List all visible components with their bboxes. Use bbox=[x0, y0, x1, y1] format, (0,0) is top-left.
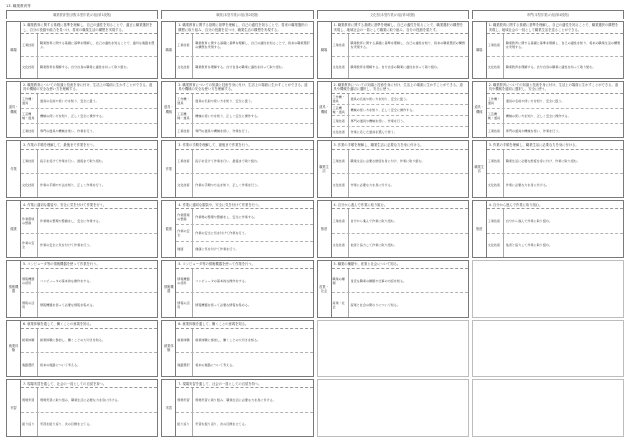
list-item bbox=[21, 329, 157, 352]
item-text: 作業に応じた道具を選んで使う。 bbox=[350, 130, 397, 135]
item-list bbox=[21, 269, 157, 317]
goal-text: 1. 職業教育に関する基礎に基準を理解し、自己の適性を知ることで、適正に職業選択をし、自分の役割や能力を見つけ、将来の職業生活の構想を実現する。 bbox=[21, 22, 157, 34]
list-item bbox=[21, 94, 157, 108]
cell-body bbox=[176, 82, 312, 138]
table-cell bbox=[317, 260, 469, 318]
list-item bbox=[332, 34, 468, 55]
list-item bbox=[332, 115, 468, 126]
goal-text: 1. 職業教育に関する基礎に基準を理解し、自己の適性を知ることで、職業選択の構想を実現し、地域社会の一員として職業に取り組み、自分の役割を果たす。 bbox=[332, 22, 468, 34]
category-label: 情報機器 bbox=[162, 261, 176, 317]
list-item bbox=[332, 104, 468, 115]
item-text: 作業の安全に気を付けて作業を行う。 bbox=[195, 231, 248, 236]
cell-body bbox=[21, 201, 157, 257]
item-text: 指示を受けて作業を行い、最後まで取り組む。 bbox=[195, 159, 261, 164]
table-cell bbox=[317, 140, 469, 198]
item-label: 工業技術 bbox=[487, 124, 504, 138]
table-cell bbox=[472, 320, 624, 378]
item-list bbox=[176, 150, 312, 198]
list-item bbox=[176, 224, 312, 240]
item-label: 進路選択 bbox=[176, 353, 193, 376]
goal-text: 3. 作業の手順を理解し、職業生活に必要な力を身に付ける。 bbox=[487, 141, 623, 149]
cell-body bbox=[332, 261, 468, 317]
item-label: 文化技術 bbox=[487, 57, 504, 78]
list-item bbox=[21, 150, 157, 173]
item-text: 他者と協力して作業に取り組む。 bbox=[350, 243, 397, 248]
list-item bbox=[332, 150, 468, 173]
item-text: 職業教育を理解する。自分自身の職業に適性を持って取り組む。 bbox=[40, 65, 130, 70]
list-item bbox=[332, 209, 468, 232]
item-label: 文化技術 bbox=[332, 174, 349, 197]
item-label: 文化技術 bbox=[176, 57, 193, 78]
category-label: 職場 bbox=[473, 22, 487, 78]
item-label: 文化技術 bbox=[487, 234, 504, 257]
table-cell bbox=[6, 200, 158, 258]
item-text: 健康に気を付けて作業を行う。 bbox=[195, 247, 239, 252]
item-text: 道具の名前や使い方を知り、安全に扱う。 bbox=[40, 98, 99, 103]
table-cell bbox=[472, 379, 624, 437]
goal-text: 1. 職業教育に関する基礎に基準を理解し、自己の適性を知ることで、職業選択の構想を実現し、地域社会の一員として職業生活を送ることができる。 bbox=[487, 22, 623, 34]
item-list bbox=[332, 94, 468, 137]
list-item bbox=[21, 292, 157, 316]
table-cell bbox=[6, 320, 158, 378]
goal-text: 5. コンピュータ等の情報機器を使って作業を行う。 bbox=[21, 261, 157, 269]
item-text: 他者と協力して作業に取り組む。 bbox=[505, 243, 553, 248]
item-text: 道具の名前や使い方を知り、安全に扱う。 bbox=[505, 98, 565, 103]
list-item bbox=[21, 352, 157, 376]
list-item bbox=[487, 123, 623, 138]
item-label: 工業技術 bbox=[21, 150, 38, 173]
list-item bbox=[21, 173, 157, 197]
table-cell bbox=[161, 81, 313, 139]
item-text: 指示を受けて作業を行い、最後まで取り組む。 bbox=[40, 159, 105, 164]
list-item bbox=[176, 94, 312, 108]
category-label: 作業 bbox=[7, 141, 21, 197]
item-list bbox=[487, 94, 623, 137]
item-label: 文化技術 bbox=[332, 234, 349, 257]
cell-body bbox=[176, 261, 312, 317]
item-text: コンピュータの基本的な操作をする。 bbox=[195, 278, 248, 283]
item-text: 現場実習に取り組み、職業生活に必要な力を身に付ける。 bbox=[195, 398, 276, 403]
list-item bbox=[487, 173, 623, 197]
item-text: 情報機器を使って必要な情報を集める。 bbox=[195, 302, 251, 307]
list-item bbox=[487, 108, 623, 123]
page-title: 13. 職業教育等 bbox=[6, 4, 31, 8]
item-text: 就業体験に参加し、働くことの大切さを知る。 bbox=[40, 338, 105, 343]
item-text: 作業の手順や方法を知り、正しく作業を行う。 bbox=[40, 183, 105, 188]
category-label: 健康 bbox=[7, 201, 21, 257]
category-label: 健康 bbox=[162, 201, 176, 257]
list-item bbox=[176, 108, 312, 123]
item-list bbox=[21, 150, 157, 198]
item-label: 工業技術 bbox=[21, 34, 38, 55]
category-label: 態度 bbox=[473, 201, 487, 257]
item-text: 産業と社会の関わりについて知る。 bbox=[350, 302, 400, 307]
category-label: 道具・機械 bbox=[162, 82, 176, 138]
item-label: 情報の活用 bbox=[176, 293, 193, 316]
item-list bbox=[176, 269, 312, 317]
cell-body bbox=[21, 141, 157, 197]
list-item bbox=[176, 34, 312, 55]
item-list bbox=[21, 94, 157, 137]
item-list bbox=[21, 209, 157, 257]
cell-body bbox=[21, 321, 157, 377]
goal-text: 5. 職業の種類や、産業と社会について知る。 bbox=[332, 261, 468, 269]
goal-text: 2. 職業教育についての知識と技術を身に付け、生活上の場面に生かすことができる。道具や機械の安全な使い方を理解する。 bbox=[176, 82, 312, 94]
table-cell bbox=[161, 320, 313, 378]
item-label: 工作機・道具 bbox=[487, 94, 504, 108]
item-label: 工業技術 bbox=[487, 209, 504, 232]
item-text: 就業体験に参加し、働くことの大切さを知る。 bbox=[195, 338, 261, 343]
cell-body bbox=[21, 261, 157, 317]
table-cell bbox=[161, 140, 313, 198]
cell-body bbox=[332, 22, 468, 78]
item-label: 工作機・道具 bbox=[21, 94, 38, 108]
item-text: 自分から進んで作業に取り組む。 bbox=[505, 218, 553, 223]
item-label: 工芸機械・道具 bbox=[176, 109, 193, 123]
item-label: 工業技術 bbox=[176, 150, 193, 173]
item-text: 職業生活に必要な態度を身に付け、作業に取り組む。 bbox=[350, 159, 425, 164]
item-label: 工業技術 bbox=[487, 150, 504, 173]
table-cell bbox=[6, 140, 158, 198]
item-text: 職業教育を理解する。自分自身の職業に適性を持って取り組む。 bbox=[505, 65, 596, 70]
goal-text: 4. 自分から進んで作業に取り組む。 bbox=[487, 201, 623, 209]
cell-body bbox=[487, 141, 623, 197]
table-cell bbox=[317, 81, 469, 139]
item-text: 道具の名前や使い方を知り、安全に扱う。 bbox=[350, 97, 410, 102]
cell-body bbox=[487, 82, 623, 138]
category-label: 作業 bbox=[162, 141, 176, 197]
item-text: 身近な職業の種類や仕事の内容を知る。 bbox=[350, 278, 407, 283]
item-label: 文化技術 bbox=[21, 57, 38, 78]
table-cell bbox=[317, 21, 469, 79]
item-label: 現場実習 bbox=[176, 388, 193, 411]
list-item bbox=[176, 150, 312, 173]
list-item bbox=[21, 269, 157, 292]
column-header: 職業教育型目標(本型作業)の組(第1段階) bbox=[6, 10, 158, 19]
list-item bbox=[21, 388, 157, 411]
table-cell bbox=[472, 21, 624, 79]
item-text: 職業教育に関する基礎に基準を理解し、自己の適性を知り、将来の職業選択の構想を実現する。 bbox=[350, 40, 465, 49]
list-item bbox=[176, 292, 312, 316]
item-text: 職業教育を理解する。自分自身の職業に適性を持って取り組む。 bbox=[195, 65, 285, 70]
item-label: 文化技術 bbox=[332, 57, 349, 78]
column-header: 職業(本型作業)の組(第2段階) bbox=[161, 10, 313, 19]
item-text: 職業教育に関する基礎に基準を理解し、自己の適性を知ることで、将来の職業選択の構想を実現する。 bbox=[195, 40, 310, 49]
item-text: 専門の道具や機械を使い、作業を行う。 bbox=[40, 128, 96, 133]
table-cell bbox=[161, 21, 313, 79]
item-text: 道具の名前や使い方を知り、安全に扱う。 bbox=[195, 98, 255, 103]
list-item bbox=[176, 241, 312, 257]
item-label: 工芸機械・道具 bbox=[487, 109, 504, 123]
item-text: 専門の道具や機械を使い、作業を行う。 bbox=[505, 128, 562, 133]
item-label: 工業技術 bbox=[176, 124, 193, 138]
item-label: 工業技術 bbox=[176, 34, 193, 55]
category-label: 職業生活 bbox=[473, 141, 487, 197]
goal-text: 7. 現場実習を通して、社会の一員としての自覚を持つ。 bbox=[21, 380, 157, 388]
item-text: 作業の手順や方法を知り、正しく作業を行う。 bbox=[195, 183, 261, 188]
list-item bbox=[332, 292, 468, 316]
list-item bbox=[487, 233, 623, 257]
list-item bbox=[487, 94, 623, 108]
item-text: 作業に必要な力を身に付ける。 bbox=[350, 183, 394, 188]
item-text: 作業場の整理や整頓をし、安全に作業する。 bbox=[40, 218, 102, 223]
item-text: 専門の道具や機械を使い、作業を行う。 bbox=[350, 119, 407, 124]
goal-text: 7. 現場実習を通して、社会の一員としての自覚を持つ。 bbox=[176, 380, 312, 388]
item-label: 進路選択 bbox=[21, 353, 38, 376]
list-item bbox=[332, 173, 468, 197]
item-label: 工業技術 bbox=[332, 34, 349, 55]
goal-text: 6. 就業体験を通して、働くことの意義を知る。 bbox=[21, 321, 157, 329]
item-list bbox=[332, 269, 468, 317]
item-text: 実習を振り返り、次の目標を立てる。 bbox=[40, 422, 93, 427]
goal-text: 1. 職業教育に関する基礎に基準を理解し、自己の適性を知ることで、将来の職業選択の構想に取り組み、自分の役割を見つけ、職業生活の構想を実現する。 bbox=[176, 22, 312, 34]
cell-body bbox=[332, 201, 468, 257]
category-label: 産業・社会 bbox=[318, 261, 332, 317]
item-label: 現場実習 bbox=[21, 388, 38, 411]
cell-body bbox=[21, 380, 157, 436]
item-list bbox=[176, 388, 312, 436]
cell-body bbox=[176, 141, 312, 197]
column-header: 専門(本型作業)の組(第4段階) bbox=[472, 10, 624, 19]
item-label: 職業の種類 bbox=[332, 269, 349, 292]
goal-text: 4. 作業に適切な服装や、安全に気を付けて作業を行う。 bbox=[176, 201, 312, 209]
category-label: 実習 bbox=[7, 380, 21, 436]
list-item bbox=[176, 388, 312, 411]
list-item bbox=[176, 209, 312, 224]
cell-body bbox=[176, 22, 312, 78]
category-label: 道具・機械 bbox=[7, 82, 21, 138]
item-label: 工業技術 bbox=[332, 150, 349, 173]
item-label: 工業技術 bbox=[21, 124, 38, 138]
item-list bbox=[176, 94, 312, 137]
list-item bbox=[332, 94, 468, 104]
goal-text: 3. 作業の手順を理解して、最後まで作業を行う。 bbox=[21, 141, 157, 149]
item-text: 将来の進路について考える。 bbox=[195, 362, 236, 367]
item-label: 作業の安全 bbox=[176, 225, 193, 240]
item-label: 文化技術 bbox=[21, 174, 38, 197]
table-cell bbox=[161, 260, 313, 318]
cell-body bbox=[332, 141, 468, 197]
item-list bbox=[487, 34, 623, 77]
item-text: 作業に必要な力を身に付ける。 bbox=[505, 183, 550, 188]
item-text: 自分から進んで作業に取り組む。 bbox=[350, 218, 397, 223]
list-item bbox=[21, 56, 157, 78]
item-label: 振り返り bbox=[21, 413, 38, 436]
item-text: 専門の道具や機械を使い、作業を行う。 bbox=[195, 128, 251, 133]
list-item bbox=[332, 56, 468, 78]
list-item bbox=[176, 173, 312, 197]
item-text: 機械の使い方を知り、正しく安全に操作する。 bbox=[350, 108, 416, 113]
cell-body bbox=[176, 321, 312, 377]
item-text: 情報機器を使って必要な情報を集める。 bbox=[40, 302, 96, 307]
item-text: 現場実習に取り組み、職業生活に必要な力を身に付ける。 bbox=[40, 398, 121, 403]
list-item bbox=[332, 269, 468, 292]
item-list bbox=[332, 150, 468, 198]
curriculum-table bbox=[6, 10, 624, 437]
table-cell bbox=[472, 200, 624, 258]
list-item bbox=[21, 412, 157, 436]
category-label: 道具・機械 bbox=[318, 82, 332, 138]
item-text: 作業の安全に気を付けて作業を行う。 bbox=[40, 243, 93, 248]
goal-text: 2. 職業教育についての知識と技術を身に付け、生活上の場面に生かすことができる。道具や機械を適切に選択し、安全に使う。 bbox=[487, 82, 623, 94]
item-text: 職業生活に必要な態度を身に付け、作業に取り組む。 bbox=[505, 159, 580, 164]
goal-text: 3. 作業の手順を理解して、最後まで作業を行う。 bbox=[176, 141, 312, 149]
list-item bbox=[176, 269, 312, 292]
category-label: 職場 bbox=[7, 22, 21, 78]
cell-body bbox=[176, 380, 312, 436]
item-label: 工作機・道具 bbox=[176, 94, 193, 108]
cell-body bbox=[21, 82, 157, 138]
item-label: 作業の安全 bbox=[21, 234, 38, 257]
category-label: 態度 bbox=[318, 201, 332, 257]
item-label: 情報機器の使用 bbox=[21, 269, 38, 292]
cell-body bbox=[176, 201, 312, 257]
item-label: 就業体験 bbox=[176, 329, 193, 352]
list-item bbox=[487, 34, 623, 55]
table-cell bbox=[317, 200, 469, 258]
item-label: 工芸機械・道具 bbox=[332, 105, 349, 115]
table-cell bbox=[6, 81, 158, 139]
item-list bbox=[332, 209, 468, 257]
list-item bbox=[176, 56, 312, 78]
item-label: 工業技術 bbox=[332, 116, 349, 126]
category-label: 実習 bbox=[162, 380, 176, 436]
goal-text: 5. コンピュータ等の情報機器を使って作業を行う。 bbox=[176, 261, 312, 269]
list-item bbox=[176, 352, 312, 376]
item-text: 作業場の整理や整頓をし、安全に作業する。 bbox=[195, 214, 258, 219]
cell-body bbox=[21, 22, 157, 78]
category-label: 情報機器 bbox=[7, 261, 21, 317]
list-item bbox=[487, 150, 623, 173]
item-text: 機械の使い方を知り、正しく安全に操作する。 bbox=[40, 113, 105, 118]
list-item bbox=[176, 412, 312, 436]
item-label: 工作機・道具 bbox=[332, 94, 349, 104]
table-cell bbox=[472, 260, 624, 318]
item-list bbox=[176, 34, 312, 77]
table-cell bbox=[161, 200, 313, 258]
category-label: 職場 bbox=[318, 22, 332, 78]
table-cell bbox=[6, 260, 158, 318]
item-label: 文化技術 bbox=[487, 174, 504, 197]
item-label: 就業体験 bbox=[21, 329, 38, 352]
item-label: 工業技術 bbox=[487, 34, 504, 55]
item-text: 機械の使い方を知り、正しく安全に操作する。 bbox=[505, 113, 571, 118]
item-list bbox=[487, 150, 623, 198]
item-list bbox=[21, 388, 157, 436]
goal-text: 6. 就業体験を通して、働くことの意義を知る。 bbox=[176, 321, 312, 329]
list-item bbox=[176, 123, 312, 138]
item-list bbox=[21, 34, 157, 77]
item-text: 機械の使い方を知り、正しく安全に操作する。 bbox=[195, 113, 261, 118]
list-item bbox=[21, 233, 157, 257]
list-item bbox=[487, 56, 623, 78]
list-item bbox=[176, 329, 312, 352]
goal-text: 2. 職業教育についての知識と技術を身に付け、生活上の場面に生かすことができる。道具や機械の安全な使い方を理解する。 bbox=[21, 82, 157, 94]
item-text: コンピュータの基本的な操作をする。 bbox=[40, 278, 93, 283]
category-label: 道具・機械 bbox=[473, 82, 487, 138]
list-item bbox=[21, 209, 157, 232]
item-label: 文化技術 bbox=[176, 174, 193, 197]
item-label: 情報機器の使用 bbox=[176, 269, 193, 292]
table-cell bbox=[317, 379, 469, 437]
item-label: 文化技術 bbox=[332, 127, 349, 137]
item-text: 職業教育に関する基礎に基準を理解し、自己の適性を知り、将来の職業生活の構想を実現する。 bbox=[505, 40, 621, 49]
goal-text: 3. 作業の手順を理解し、職業生活に必要な力を身に付ける。 bbox=[332, 141, 468, 149]
item-label: 工業技術 bbox=[332, 209, 349, 232]
table-cell bbox=[472, 140, 624, 198]
goal-text: 2. 職業教育についての知識と技術を身に付け、生活上の場面に生かすことができる。道具や機械を適切に選択し、安全に使う。 bbox=[332, 82, 468, 94]
list-item bbox=[21, 108, 157, 123]
goal-text: 4. 作業に適切な服装や、安全に気を付けて作業を行う。 bbox=[21, 201, 157, 209]
item-text: 将来の進路について考える。 bbox=[40, 362, 81, 367]
item-label: 工芸機械・道具 bbox=[21, 109, 38, 123]
cell-body bbox=[487, 201, 623, 257]
category-label: 職業生活 bbox=[318, 141, 332, 197]
item-text: 職業教育を理解する。自分自身の職業に適性を持って取り組む。 bbox=[350, 65, 441, 70]
category-label: 職場 bbox=[162, 22, 176, 78]
cell-body bbox=[332, 82, 468, 138]
table-cell bbox=[161, 379, 313, 437]
list-item bbox=[21, 123, 157, 138]
category-label: 就業体験 bbox=[7, 321, 21, 377]
item-label: 情報の活用 bbox=[21, 293, 38, 316]
item-label: 作業環境の整備 bbox=[176, 209, 193, 224]
item-list bbox=[176, 209, 312, 257]
item-list bbox=[21, 329, 157, 377]
item-list bbox=[487, 209, 623, 257]
item-label: 振り返り bbox=[176, 413, 193, 436]
table-cell bbox=[6, 379, 158, 437]
item-label: 健康 bbox=[176, 242, 193, 257]
list-item bbox=[21, 34, 157, 55]
item-label: 産業・社会 bbox=[332, 293, 349, 316]
goal-text: 4. 自分から進んで作業に取り組む。 bbox=[332, 201, 468, 209]
category-label: 就業体験 bbox=[162, 321, 176, 377]
item-text: 実習を振り返り、次の目標を立てる。 bbox=[195, 422, 248, 427]
item-list bbox=[176, 329, 312, 377]
cell-body bbox=[487, 22, 623, 78]
list-item bbox=[332, 233, 468, 257]
table-cell bbox=[317, 320, 469, 378]
column-header: 文化型(本型作業)の組(第3段階) bbox=[317, 10, 469, 19]
item-label: 作業環境の整備 bbox=[21, 209, 38, 232]
table-cell bbox=[6, 21, 158, 79]
list-item bbox=[332, 126, 468, 137]
table-cell bbox=[472, 81, 624, 139]
list-item bbox=[487, 209, 623, 232]
item-text: 職業教育に関する基礎に基準を理解し、自己の適性を知ることで、適切な進路を選ぶ。 bbox=[40, 40, 155, 49]
item-list bbox=[332, 34, 468, 77]
